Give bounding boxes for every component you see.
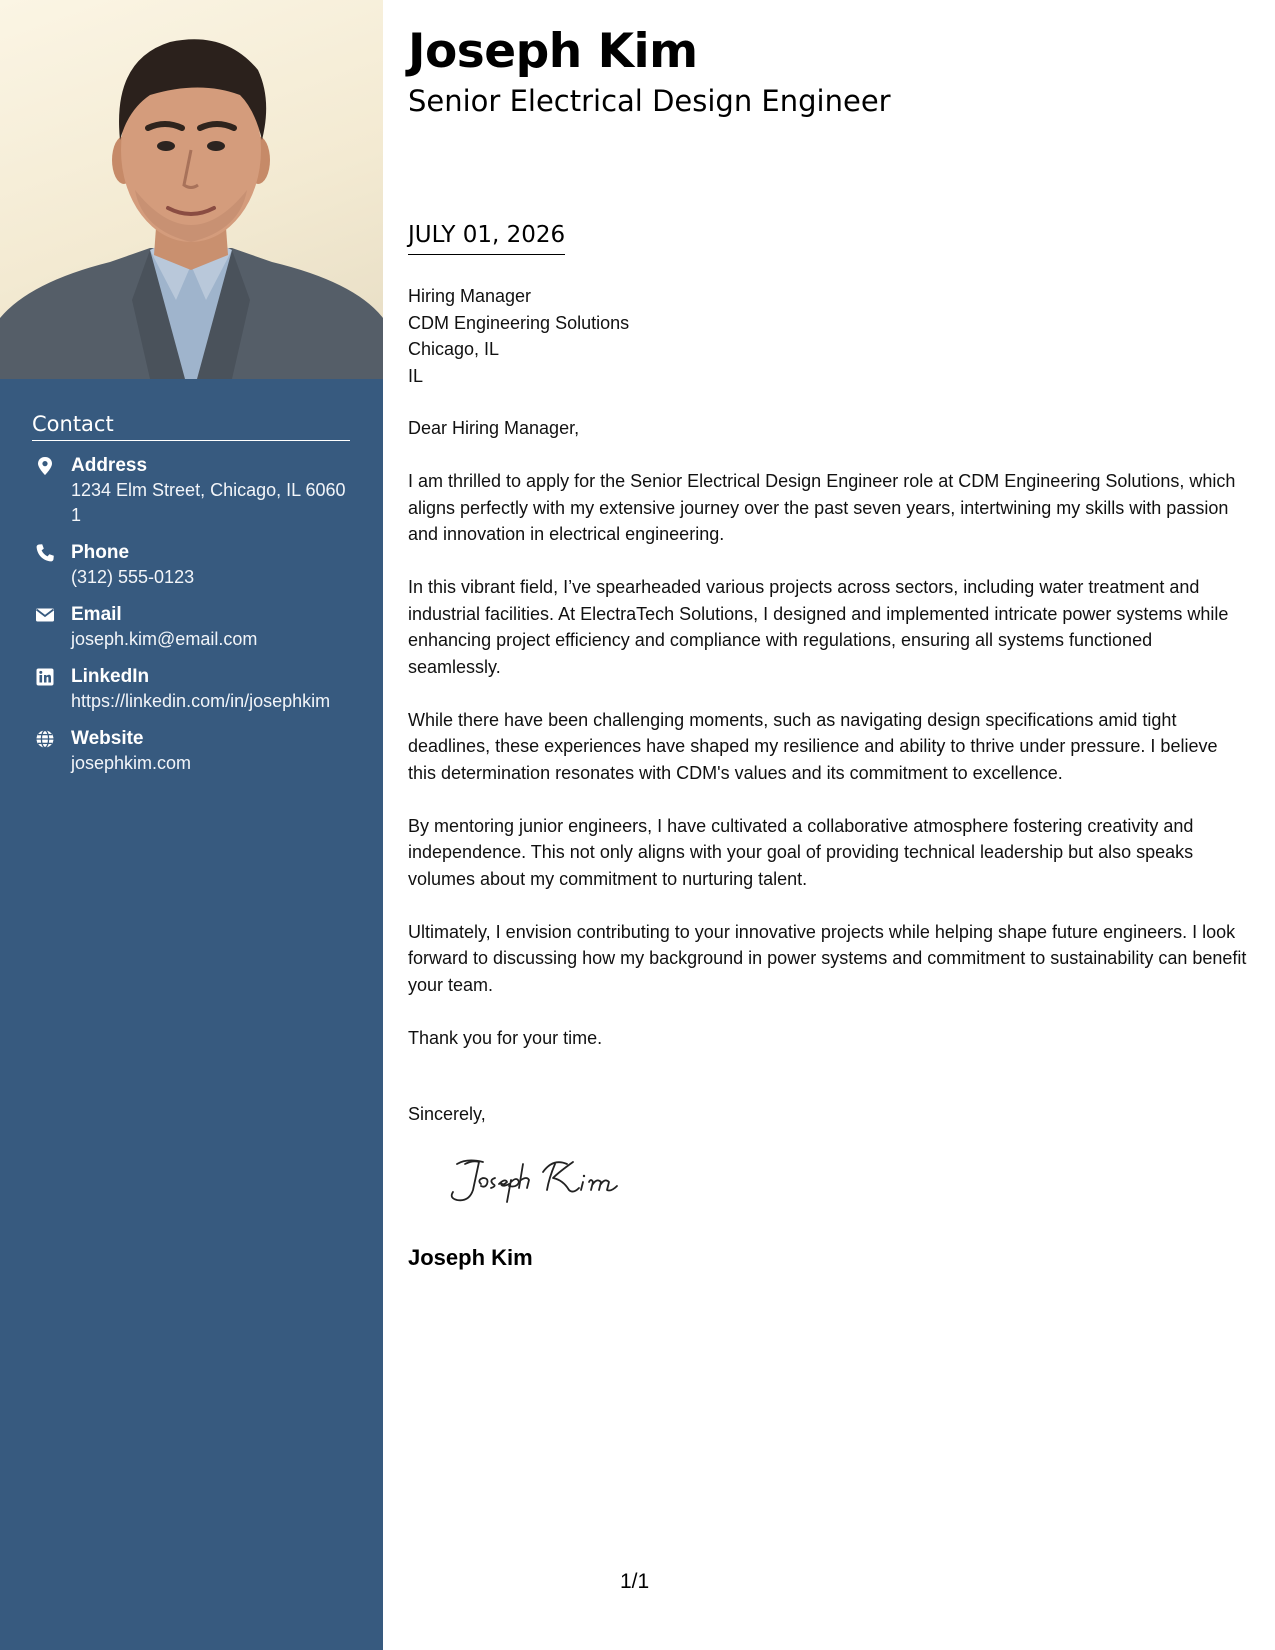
profile-photo: [0, 0, 383, 379]
letter-paragraph: Ultimately, I envision contributing to your innovative projects while helping shape future engineers. I look forward to discussing how my background in power systems and commitment to sustainability can benefit your team.: [408, 921, 1247, 995]
phone-icon: [35, 543, 55, 563]
email-value[interactable]: joseph.kim@email.com: [71, 629, 258, 649]
letter-paragraph: I am thrilled to apply for the Senior Electrical Design Engineer role at CDM Engineering Solutions, which aligns perfectly with my extensive journey over the past seven years, intertwining my skills with passion and innovation in electrical engineering.: [408, 471, 1236, 544]
handwritten-signature: [443, 1150, 643, 1210]
location-pin-icon: [35, 456, 55, 476]
contact-section: [32, 412, 350, 776]
address-label: Address: [71, 455, 148, 476]
recipient-line: IL: [408, 365, 424, 386]
letter-paragraph: In this vibrant field, I’ve spearheaded various projects across sectors, including water treatment and industrial facilities. At ElectraTech Solutions, I designed and implemented intricate power systems while enhancing project efficiency and compliance with regulations, ensuring all systems functioned seamlessly.: [408, 577, 1229, 677]
contact-linkedin: [32, 665, 350, 714]
contact-phone: [32, 541, 350, 590]
letter-paragraph: While there have been challenging moments, such as navigating design specifications amid tight deadlines, these experiences have shaped my resilience and ability to thrive under pressure. I believe this determination resonates with CDM's values and its commitment to excellence.: [408, 709, 1218, 783]
sidebar: [0, 0, 383, 1650]
linkedin-value[interactable]: https://linkedin.com/in/josephkim: [71, 691, 331, 711]
email-label: Email: [71, 604, 122, 625]
salutation: Dear Hiring Manager,: [408, 418, 580, 438]
recipient-line: CDM Engineering Solutions: [408, 312, 630, 333]
envelope-icon: [35, 605, 55, 625]
contact-email: [32, 603, 350, 652]
linkedin-label: LinkedIn: [71, 666, 150, 687]
applicant-title: Senior Electrical Design Engineer: [408, 84, 891, 118]
linkedin-icon: [35, 667, 55, 687]
letter-paragraph: By mentoring junior engineers, I have cultivated a collaborative atmosphere fostering creativity and independence. This not only aligns with your goal of providing technical leadership but also speaks volumes about my commitment to nurturing talent.: [408, 815, 1194, 889]
letter-paragraph: Thank you for your time.: [408, 1027, 603, 1048]
recipient-block: [408, 283, 629, 389]
phone-label: Phone: [71, 542, 130, 563]
recipient-line: Hiring Manager: [408, 286, 532, 306]
applicant-name: Joseph Kim: [408, 24, 698, 79]
website-value[interactable]: josephkim.com: [71, 753, 192, 773]
letter-date: JULY 01, 2026: [408, 222, 565, 255]
phone-value[interactable]: (312) 555-0123: [71, 567, 195, 587]
page-number: 1/1: [620, 1570, 650, 1593]
contact-heading: Contact: [32, 412, 350, 441]
contact-address: [32, 454, 350, 528]
recipient-line: Chicago, IL: [408, 339, 500, 359]
globe-icon: [35, 729, 55, 749]
closing: Sincerely,: [408, 1104, 486, 1124]
address-value: 1234 Elm Street, Chicago, IL 60601: [71, 480, 346, 525]
contact-website: [32, 727, 350, 776]
letter-body: [408, 415, 1248, 1078]
signer-name: Joseph Kim: [408, 1245, 533, 1270]
website-label: Website: [71, 728, 144, 749]
